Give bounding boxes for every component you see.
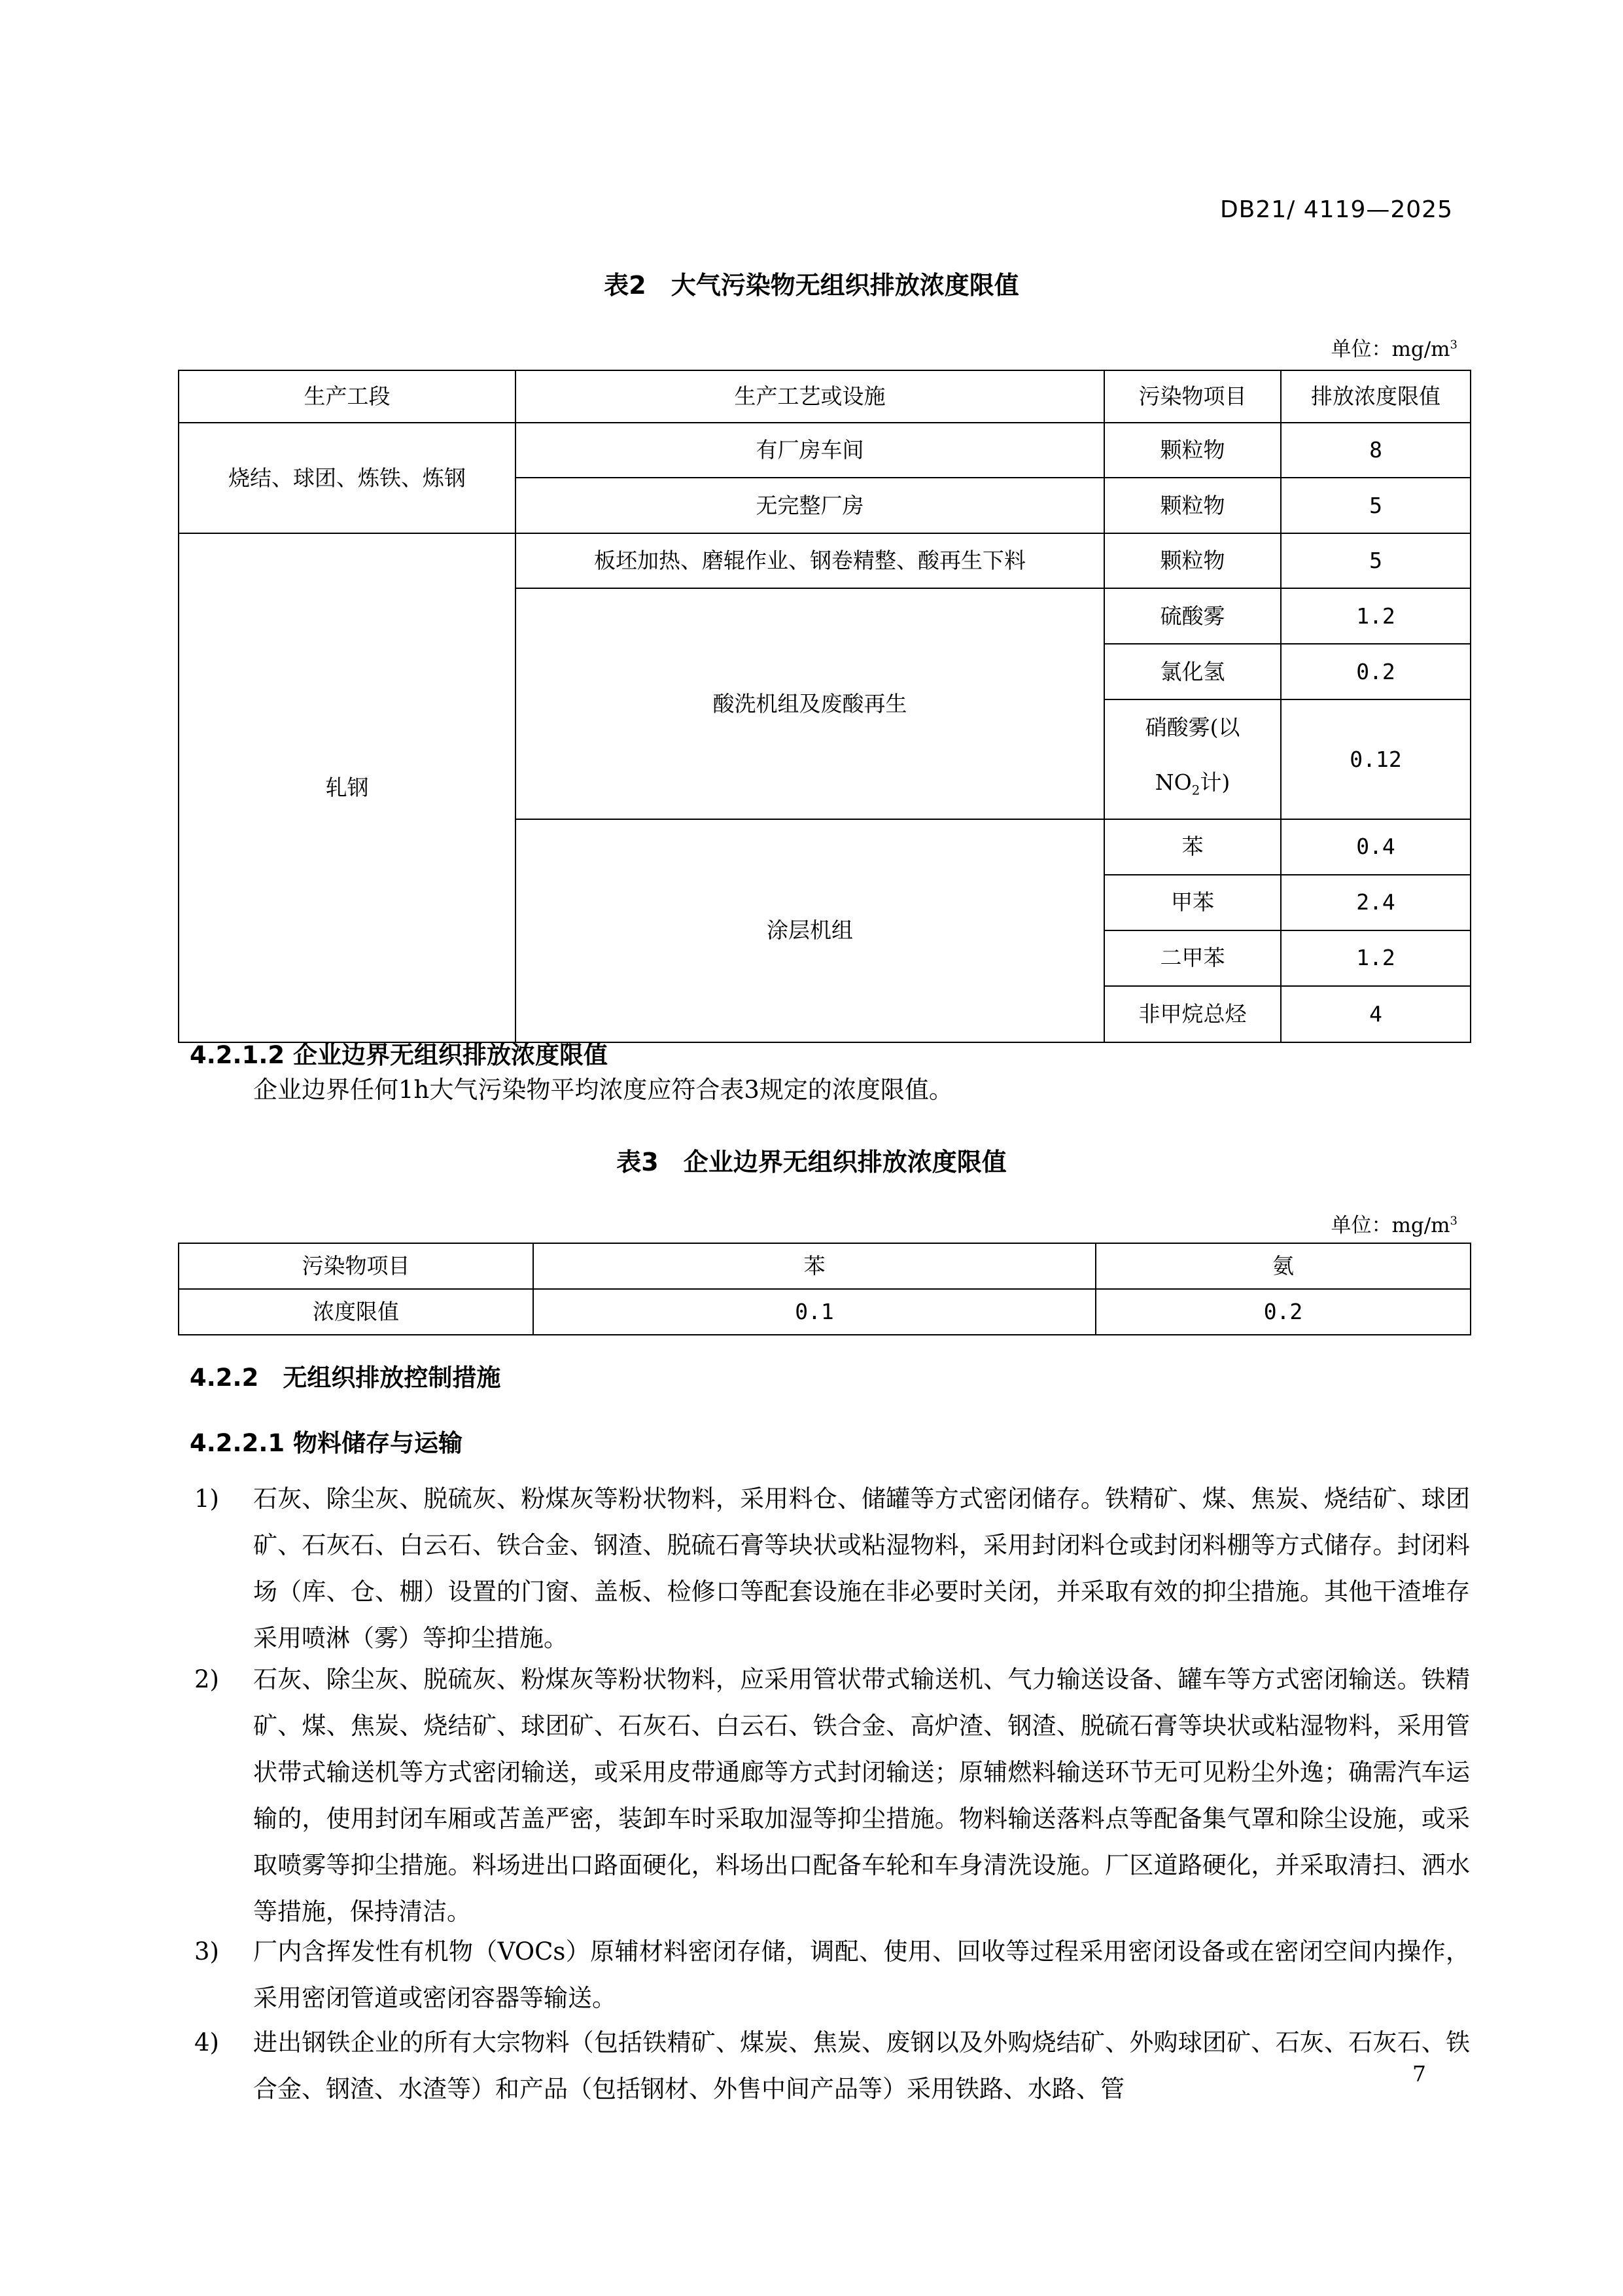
table2-caption: 表2 大气污染物无组织排放浓度限值 bbox=[604, 271, 1019, 300]
document-id: DB21/ 4119—2025 bbox=[1219, 196, 1453, 223]
facility-cell: 板坯加热、磨辊作业、钢卷精整、酸再生下料 bbox=[515, 533, 1104, 588]
list-item-text: 厂内含挥发性有机物（VOCs）原辅材料密闭存储，调配、使用、回收等过程采用密闭设备或在密闭空间内操作，采用密闭管道或密闭容器等输送。 bbox=[253, 1937, 1470, 2012]
table2-header-limit: 排放浓度限值 bbox=[1281, 370, 1471, 423]
facility-coating: 涂层机组 bbox=[515, 819, 1104, 1042]
limit-cell: 0.12 bbox=[1281, 699, 1471, 819]
table2-unit: 单位：$mg/m^3$ bbox=[1331, 338, 1457, 361]
table2-header-pollutant: 污染物项目 bbox=[1104, 370, 1281, 423]
facility-cell: 有厂房车间 bbox=[515, 423, 1104, 478]
facility-cell: 无完整厂房 bbox=[515, 478, 1104, 533]
table-row bbox=[179, 533, 1471, 588]
list-item-text: 进出钢铁企业的所有大宗物料（包括铁精矿、煤炭、焦炭、废钢以及外购烧结矿、外购球团矿、石灰、石灰石、铁合金、钢渣、水渣等）和产品（包括钢材、外售中间产品等）采用铁路、水路、管 bbox=[253, 2028, 1470, 2103]
table2-header-row bbox=[179, 370, 1471, 423]
table-row bbox=[179, 1289, 1471, 1335]
pollutant-cell: 颗粒物 bbox=[1104, 423, 1281, 478]
section-4-2-1-2-text: 企业边界任何1h大气污染物平均浓度应符合表3规定的浓度限值。 bbox=[253, 1076, 953, 1104]
table2 bbox=[178, 370, 1471, 1043]
section-4-2-2-1-heading: 4.2.2.1 物料储存与运输 bbox=[190, 1429, 463, 1457]
list-item-text: 石灰、除尘灰、脱硫灰、粉煤灰等粉状物料，应采用管状带式输送机、气力输送设备、罐车等方式密闭输送。铁精矿、煤、焦炭、烧结矿、球团矿、石灰石、白云石、铁合金、高炉渣、钢渣、脱硫石膏等块状或粘湿物料，采用管状带式输送机等方式密闭输送，或采用皮带通廊等方式封闭输送；原辅燃料输送环节无可见粉尘外逸；确需汽车运输的，使用封闭车厢或苫盖严密，装卸车时采取加湿等抑尘措施。物料输送落料点等配备集气罩和除尘设施，或采取喷雾等抑尘措施。料场进出口路面硬化，料场出口配备车轮和车身清洗设施。厂区道路硬化，并采取清扫、洒水等措施，保持清洁。 bbox=[253, 1665, 1470, 1926]
table3-cell: 0.2 bbox=[1096, 1289, 1471, 1335]
table3 bbox=[178, 1243, 1471, 1335]
pollutant-cell: 甲苯 bbox=[1104, 875, 1281, 930]
table3-cell: 0.1 bbox=[533, 1289, 1096, 1335]
limit-cell: 1.2 bbox=[1281, 588, 1471, 644]
table3-cell: 氨 bbox=[1096, 1243, 1471, 1289]
table2-header-stage: 生产工段 bbox=[179, 370, 515, 423]
table-row bbox=[179, 1243, 1471, 1289]
section-4-2-1-2-heading: 4.2.1.2 企业边界无组织排放浓度限值 bbox=[190, 1041, 608, 1069]
pollutant-cell: 颗粒物 bbox=[1104, 533, 1281, 588]
table3-cell: 浓度限值 bbox=[179, 1289, 533, 1335]
table3-unit: 单位：$mg/m^3$ bbox=[1331, 1214, 1457, 1237]
stage-rolling: 轧钢 bbox=[179, 533, 515, 1042]
list-item-number: 1) bbox=[194, 1485, 219, 1513]
facility-pickling: 酸洗机组及废酸再生 bbox=[515, 588, 1104, 819]
limit-cell: 5 bbox=[1281, 478, 1471, 533]
list-item-number: 2) bbox=[194, 1665, 219, 1693]
pollutant-cell: 硫酸雾 bbox=[1104, 588, 1281, 644]
table3-cell: 苯 bbox=[533, 1243, 1096, 1289]
limit-cell: 1.2 bbox=[1281, 930, 1471, 986]
page-number: 7 bbox=[1412, 2061, 1426, 2087]
table3-cell: 污染物项目 bbox=[179, 1243, 533, 1289]
list-item-text: 石灰、除尘灰、脱硫灰、粉煤灰等粉状物料，采用料仓、储罐等方式密闭储存。铁精矿、煤、焦炭、烧结矿、球团矿、石灰石、白云石、铁合金、钢渣、脱硫石膏等块状或粘湿物料，采用封闭料仓或封闭料棚等方式储存。封闭料场（库、仓、棚）设置的门窗、盖板、检修口等配套设施在非必要时关闭，并采取有效的抑尘措施。其他干渣堆存采用喷淋（雾）等抑尘措施。 bbox=[253, 1485, 1470, 1652]
table2-header-facility: 生产工艺或设施 bbox=[515, 370, 1104, 423]
pollutant-cell: 氯化氢 bbox=[1104, 644, 1281, 699]
pollutant-cell: 颗粒物 bbox=[1104, 478, 1281, 533]
pollutant-cell: 硝酸雾(以 $NO_2$计) bbox=[1104, 699, 1281, 819]
pollutant-cell: 苯 bbox=[1104, 819, 1281, 875]
limit-cell: 2.4 bbox=[1281, 875, 1471, 930]
list-item-number: 4) bbox=[194, 2028, 219, 2057]
limit-cell: 4 bbox=[1281, 986, 1471, 1042]
limit-cell: 0.4 bbox=[1281, 819, 1471, 875]
section-4-2-2-heading: 4.2.2 无组织排放控制措施 bbox=[190, 1364, 501, 1392]
limit-cell: 0.2 bbox=[1281, 644, 1471, 699]
table-row bbox=[179, 423, 1471, 478]
stage-sintering: 烧结、球团、炼铁、炼钢 bbox=[179, 423, 515, 533]
limit-cell: 8 bbox=[1281, 423, 1471, 478]
pollutant-cell: 二甲苯 bbox=[1104, 930, 1281, 986]
pollutant-cell: 非甲烷总烃 bbox=[1104, 986, 1281, 1042]
table3-caption: 表3 企业边界无组织排放浓度限值 bbox=[616, 1148, 1007, 1176]
list-item-number: 3) bbox=[194, 1937, 219, 1966]
limit-cell: 5 bbox=[1281, 533, 1471, 588]
